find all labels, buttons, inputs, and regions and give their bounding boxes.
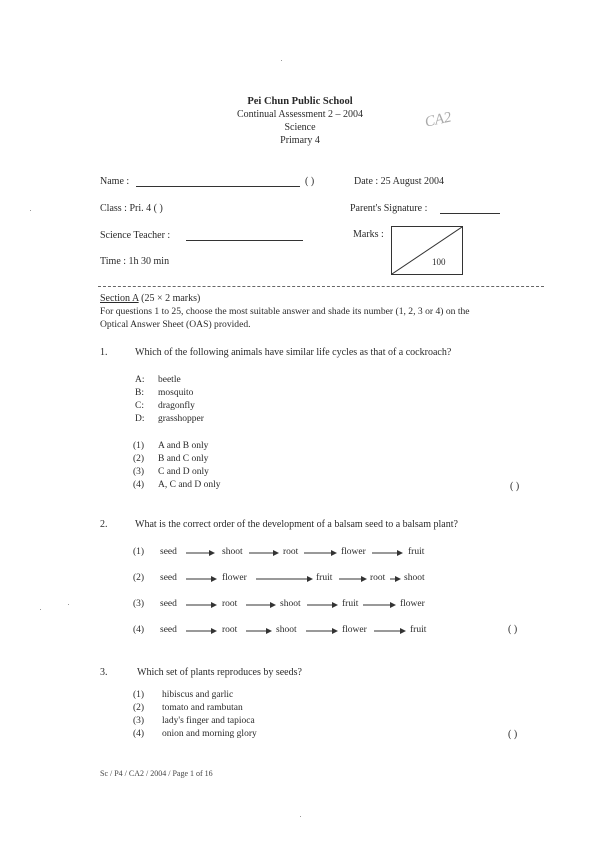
flow-step: flower	[400, 599, 425, 609]
answer-box[interactable]: ( )	[508, 624, 518, 635]
flow-step: fruit	[408, 547, 425, 557]
section-title: Section A	[100, 293, 139, 304]
marks-label: Marks :	[353, 229, 384, 240]
question-number: 2.	[100, 519, 108, 530]
class-label: Class : Pri. 4 ( )	[100, 203, 163, 214]
flow-step: seed	[160, 599, 177, 609]
parent-signature-label: Parent's Signature :	[350, 203, 428, 214]
letter-text: grasshopper	[158, 414, 204, 424]
flow-step: fruit	[342, 599, 359, 609]
time-label: Time : 1h 30 min	[100, 256, 170, 267]
option-key[interactable]: (4)	[133, 625, 145, 635]
option-key[interactable]: (1)	[133, 547, 145, 557]
letter-text: beetle	[158, 375, 181, 385]
option-text: lady's finger and tapioca	[162, 716, 255, 726]
option-text: B and C only	[158, 454, 209, 464]
instruction-line-1: For questions 1 to 25, choose the most suitable answer and shade its number (1, 2, 3 or 4) on the	[100, 306, 470, 317]
question-number: 3.	[100, 667, 108, 678]
option-text: A, C and D only	[158, 480, 221, 490]
option-key[interactable]: (3)	[133, 716, 145, 726]
flow-step: seed	[160, 547, 177, 557]
letter-text: dragonfly	[158, 401, 195, 411]
option-text: C and D only	[158, 467, 209, 477]
flow-step: shoot	[222, 547, 243, 557]
flow-step: seed	[160, 625, 177, 635]
scan-speck	[30, 210, 31, 211]
letter-key: D:	[135, 414, 145, 424]
flow-step: flower	[341, 547, 366, 557]
option-key[interactable]: (3)	[133, 599, 145, 609]
flow-step: shoot	[404, 573, 425, 583]
option-key[interactable]: (3)	[133, 467, 145, 477]
option-key[interactable]: (4)	[133, 729, 145, 739]
question-text: Which set of plants reproduces by seeds?	[137, 667, 302, 678]
flow-step: fruit	[316, 573, 333, 583]
flow-step: shoot	[276, 625, 297, 635]
answer-box[interactable]: ( )	[510, 481, 520, 492]
letter-text: mosquito	[158, 388, 194, 398]
option-key[interactable]: (2)	[133, 703, 145, 713]
level-title: Primary 4	[280, 135, 320, 146]
instruction-line-2: Optical Answer Sheet (OAS) provided.	[100, 319, 251, 330]
flow-step: seed	[160, 573, 177, 583]
scan-speck	[68, 604, 69, 605]
page-footer: Sc / P4 / CA2 / 2004 / Page 1 of 16	[100, 769, 213, 778]
letter-key: C:	[135, 401, 144, 411]
option-key[interactable]: (2)	[133, 454, 145, 464]
option-key[interactable]: (2)	[133, 573, 145, 583]
answer-box[interactable]: ( )	[508, 729, 518, 740]
flow-step: root	[370, 573, 386, 583]
option-key[interactable]: (1)	[133, 690, 145, 700]
subject-title: Science	[284, 122, 316, 133]
letter-key: A:	[135, 375, 145, 385]
name-label: Name :	[100, 176, 130, 187]
section-marks: (25 × 2 marks)	[141, 293, 201, 304]
question-text: Which of the following animals have similar life cycles as that of a cockroach?	[135, 347, 452, 358]
option-text: A and B only	[158, 441, 209, 451]
question-number: 1.	[100, 347, 108, 358]
letter-key: B:	[135, 388, 144, 398]
scan-speck	[300, 816, 301, 817]
question-text: What is the correct order of the development of a balsam seed to a balsam plant?	[135, 519, 458, 530]
scan-speck	[40, 609, 41, 610]
flow-step: flower	[342, 625, 367, 635]
date-label: Date : 25 August 2004	[354, 176, 444, 187]
school-name: Pei Chun Public School	[247, 96, 353, 107]
option-text: onion and morning glory	[162, 729, 257, 739]
assessment-title: Continual Assessment 2 – 2004	[236, 109, 364, 120]
option-text: hibiscus and garlic	[162, 690, 234, 700]
scan-speck	[281, 60, 282, 61]
register-number-paren: ( )	[305, 176, 315, 187]
marks-total: 100	[432, 257, 446, 267]
flow-step: flower	[222, 573, 247, 583]
teacher-label: Science Teacher :	[100, 230, 171, 241]
flow-step: root	[222, 625, 238, 635]
flow-step: fruit	[410, 625, 427, 635]
option-key[interactable]: (1)	[133, 441, 145, 451]
flow-step: root	[283, 547, 299, 557]
flow-step: root	[222, 599, 238, 609]
option-text: tomato and rambutan	[162, 703, 243, 713]
handwritten-note: CA2	[423, 109, 453, 131]
flow-step: shoot	[280, 599, 301, 609]
option-key[interactable]: (4)	[133, 480, 145, 490]
